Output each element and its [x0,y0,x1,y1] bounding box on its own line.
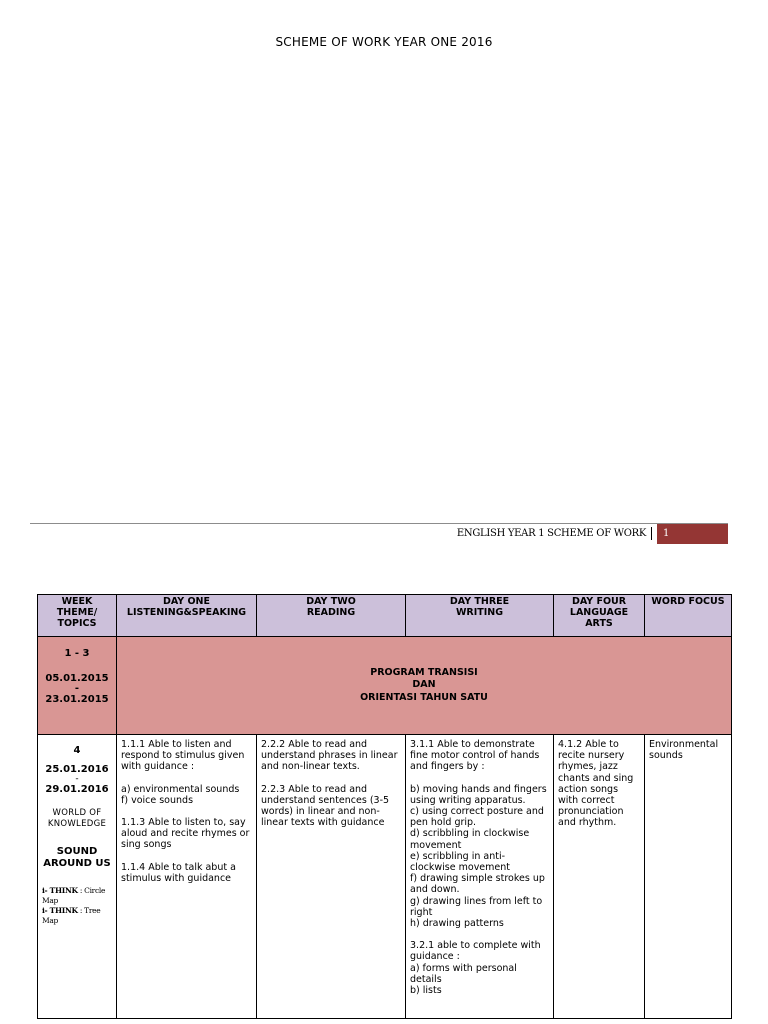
week4-day-two-cell: 2.2.2 Able to read and understand phrases in linear and non-linear texts. 2.2.3 Able to read and understand sentences (3-5 words) in linear and non-linear texts with guidance [257,735,406,1019]
header-week: WEEK THEME/ TOPICS [38,595,117,637]
week4-day-one-cell: 1.1.1 Able to listen and respond to stimulus given with guidance : a) environmental sounds f) voice sounds 1.1.3 Able to listen to, say aloud and recite rhymes or sing songs 1.1.4 Able to talk abut a stimulus with guidance [117,735,257,1019]
week4-day-four-cell: 4.1.2 Able to recite nursery rhymes, jazz chants and sing action songs with correct pronunciation and rhythm. [554,735,645,1019]
header-day-one: DAY ONE LISTENING&SPEAKING [117,595,257,637]
week4-theme: WORLD OF KNOWLEDGE [47,807,107,829]
week4-date-sep: - [75,774,79,785]
transition-program-cell: PROGRAM TRANSISI DAN ORIENTASI TAHUN SATU [117,637,732,735]
page-title: SCHEME OF WORK YEAR ONE 2016 [275,35,493,49]
footer-divider [30,523,728,524]
scheme-of-work-table [37,594,732,1019]
header-word-focus: WORD FOCUS [645,595,732,637]
page-number-badge: 1 [657,524,728,544]
header-day-four: DAY FOUR LANGUAGE ARTS [554,595,645,637]
table-row-transition [38,637,732,735]
table-row-week-4 [38,735,732,1019]
week4-number: 4 [73,745,81,756]
ithink-notes [42,886,112,926]
week4-word-focus-cell: Environmental sounds [645,735,732,1019]
week4-day-three-cell: 3.1.1 Able to demonstrate fine motor control of hands and fingers by : b) moving hands and fingers using writing apparatus. c) using correct posture and pen hold grip. d) scribbling in clockwise movement e) scribbling in anti-clockwise movement f) drawing simple strokes up and down. g) drawing lines from left to right h) drawing patterns 3.2.1 able to complete with guidance : a) forms with personal details b) lists [406,735,554,1019]
transition-date-sep: - [74,683,80,694]
transition-date-end: 23.01.2015 [45,694,109,705]
header-day-two: DAY TWO READING [257,595,406,637]
week4-week-cell [38,735,117,1019]
table-header-row [38,595,732,637]
transition-date-start: 05.01.2015 [45,673,109,684]
ithink-item: i- THINK : Circle Map [42,885,106,905]
footer-text: ENGLISH YEAR 1 SCHEME OF WORK [457,527,652,540]
week4-date-start: 25.01.2016 [45,764,109,776]
header-day-three: DAY THREE WRITING [406,595,554,637]
transition-week-cell [38,637,117,735]
ithink-item: i- THINK : Tree Map [42,905,101,925]
week4-topic: SOUND AROUND US [43,845,111,869]
week4-date-end: 29.01.2016 [45,784,109,796]
transition-week: 1 - 3 [64,648,90,659]
